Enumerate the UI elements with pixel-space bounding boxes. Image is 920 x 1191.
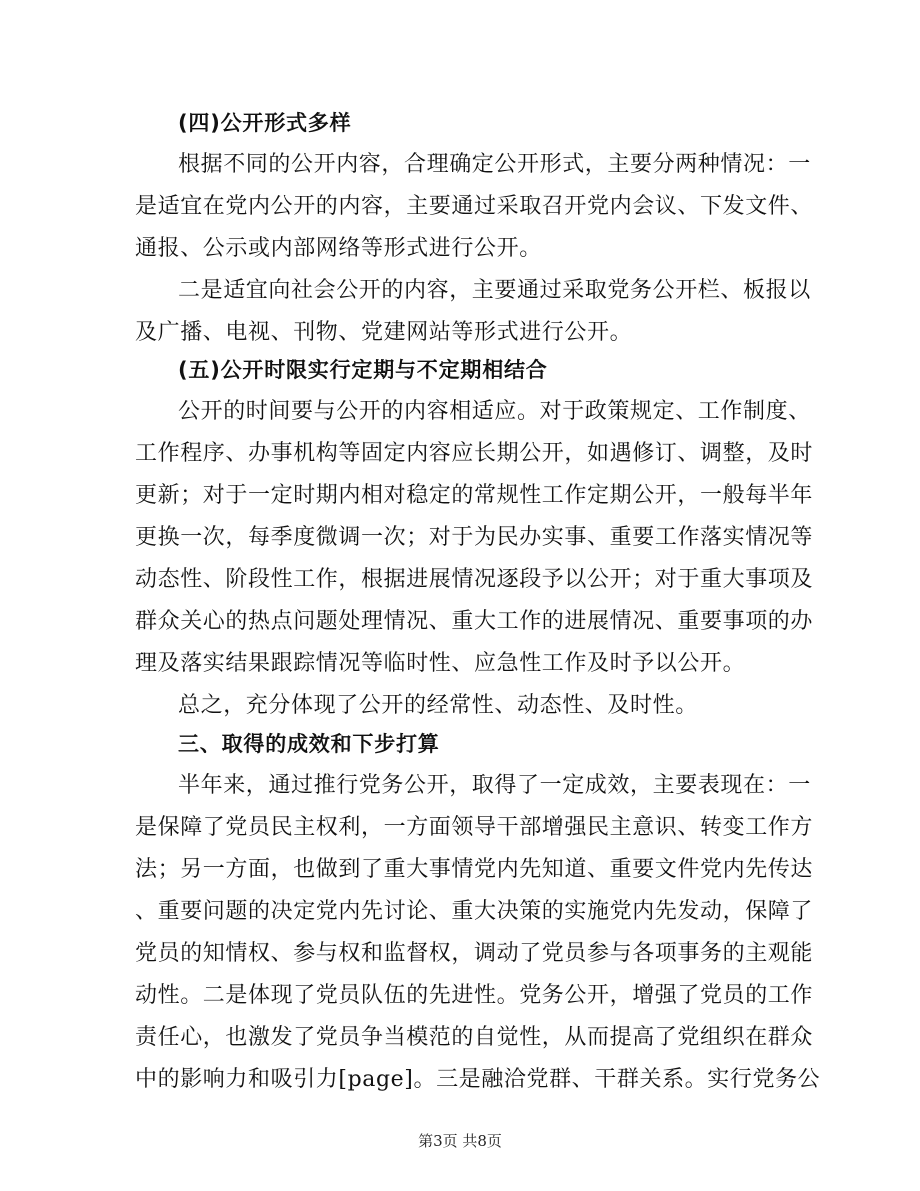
paragraph-line: 及广播、电视、刊物、党建网站等形式进行公开。	[135, 320, 633, 345]
paragraph-line: 总之，充分体现了公开的经常性、动态性、及时性。	[178, 693, 698, 718]
section-heading: (四)公开形式多样	[178, 111, 352, 135]
paragraph-line: 更换一次，每季度微调一次；对于为民办实事、重要工作落实情况等	[135, 525, 814, 550]
paragraph-line: 是保障了党员民主权利，一方面领导干部增强民主意识、转变工作方	[135, 815, 814, 840]
paragraph-line: 更新；对于一定时期内相对稳定的常规性工作定期公开，一般每半年	[135, 483, 814, 508]
paragraph-line: 根据不同的公开内容，合理确定公开形式，主要分两种情况：一	[178, 152, 811, 177]
paragraph-line: 法；另一方面，也做到了重大事情党内先知道、重要文件党内先传达	[135, 857, 814, 882]
paragraph-line: 理及落实结果跟踪情况等临时性、应急性工作及时予以公开。	[135, 651, 746, 676]
section-heading: 三、取得的成效和下步打算	[178, 732, 440, 756]
paragraph-line: 是适宜在党内公开的内容，主要通过采取召开党内会议、下发文件、	[135, 194, 814, 219]
paragraph-line: 通报、公示或内部网络等形式进行公开。	[135, 236, 542, 261]
paragraph-line: 、重要问题的决定党内先讨论、重大决策的实施党内先发动，保障了	[135, 899, 814, 924]
section-heading: (五)公开时限实行定期与不定期相结合	[178, 358, 548, 382]
paragraph-line: 动态性、阶段性工作，根据进展情况逐段予以公开；对于重大事项及	[135, 567, 814, 592]
paragraph-line: 群众关心的热点问题处理情况、重大工作的进展情况、重要事项的办	[135, 609, 814, 634]
page-number-footer: 第3页 共8页	[418, 1132, 502, 1150]
paragraph-line: 责任心，也激发了党员争当模范的自觉性，从而提高了党组织在群众	[135, 1025, 814, 1050]
paragraph-line: 二是适宜向社会公开的内容，主要通过采取党务公开栏、板报以	[178, 278, 811, 303]
paragraph-line: 动性。二是体现了党员队伍的先进性。党务公开，增强了党员的工作	[135, 983, 814, 1008]
paragraph-line: 工作程序、办事机构等固定内容应长期公开，如遇修订、调整，及时	[135, 441, 814, 466]
paragraph-line: 半年来，通过推行党务公开，取得了一定成效，主要表现在：一	[178, 773, 811, 798]
paragraph-line: 公开的时间要与公开的内容相适应。对于政策规定、工作制度、	[178, 399, 811, 424]
paragraph-line: 党员的知情权、参与权和监督权，调动了党员参与各项事务的主观能	[135, 941, 814, 966]
paragraph-line: 中的影响力和吸引力[page]。三是融洽党群、干群关系。实行党务公	[135, 1067, 821, 1092]
